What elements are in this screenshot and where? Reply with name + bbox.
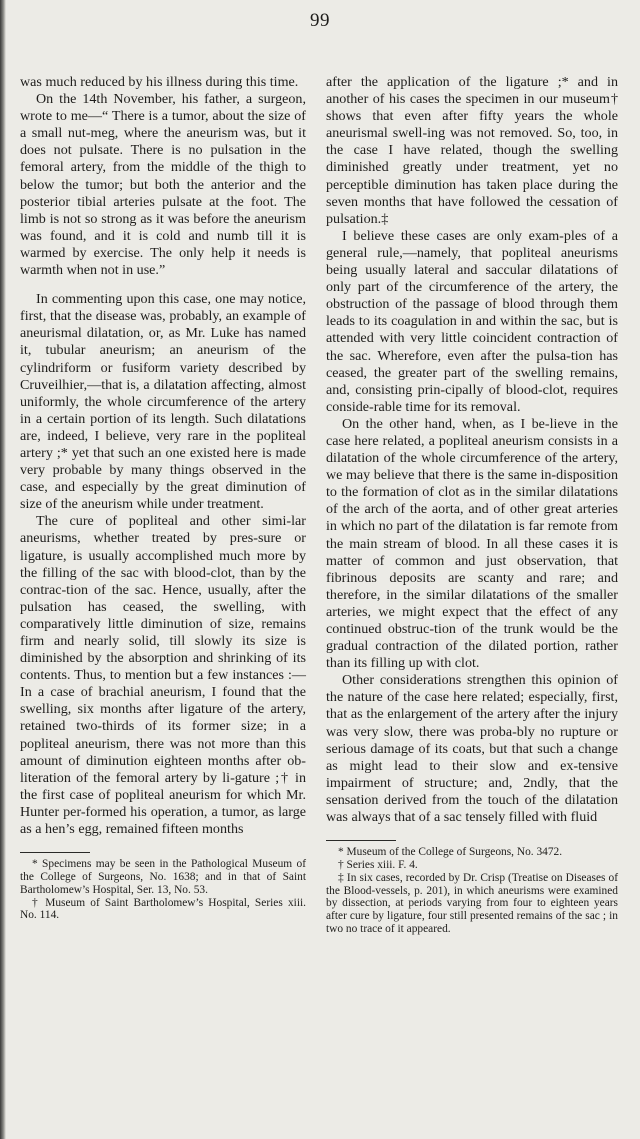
- footnote: † Museum of Saint Bartholomew’s Hospital, Series xiii. No. 114.: [20, 896, 306, 922]
- left-column: [20, 74, 306, 922]
- footnote-rule: [20, 852, 90, 853]
- footnote: * Museum of the College of Surgeons, No. 3472.: [338, 846, 563, 859]
- right-column: [326, 74, 618, 936]
- footnote: * Specimens may be seen in the Pathological Museum of the College of Surgeons, No. 1638; and in that of Saint Bartholomew’s Hospital, Ser. 13, No. 53.: [20, 858, 306, 896]
- footnote: † Series xiii. F. 4.: [338, 858, 418, 871]
- paragraph: On the 14th November, his father, a surgeon, wrote to me—“ There is a tumor, about the size of a small nut-meg, where the aneurism was, but it does not pulsate. There is no pulsation in the femoral artery, from the middle of the thigh to below the tumor; but both the anterior and the posterior tibial arteries pulsate at the foot. The limb is not so strong as it was before the aneurism was found, and it is cold and numb till it is warmed by exercise. The only help it needs is warmth when not in use.”: [20, 91, 306, 279]
- paragraph: The cure of popliteal and other simi-lar aneurisms, whether treated by pres-sure or ligature, is usually accomplished much more by the filling of the sac with blood-clot, than by the contrac-tion of the sac. Hence, usually, after the pulsation has ceased, the swelling, with comparatively little diminution of size, remains firm and nearly solid, till slowly its size is diminished by the absorption and shrinking of its contents. Thus, to mention but a few instances :— In a case of brachial aneurism, I found that the swelling, six months after ligature of the artery, retained two-thirds of its former size; in a popliteal aneurism, there was not more than this amount of diminution eighteen months after ob-literation of the femoral artery by li-gature ;† in the first case of popliteal aneurism for which Mr. Hunter per-formed his operation, a tumor, as large as a hen’s egg, remained fifteen months: [20, 513, 306, 838]
- footnote-rule: [326, 840, 396, 841]
- page-number: 99: [310, 10, 330, 31]
- paragraph: was much reduced by his illness during this time.: [20, 74, 299, 90]
- paragraph: after the application of the ligature ;* and in another of his cases the specimen in our museum† shows that even after fifty years the whole aneurismal swell-ing was not removed. So, too, in the case I have related, though the swelling diminished greatly under treatment, yet no perceptible diminution has taken place during the seven months that have followed the cessation of pulsation.‡: [326, 74, 618, 227]
- paragraph: In commenting upon this case, one may notice, first, that the disease was, probably, an example of aneurismal dilatation, or, as Mr. Luke has named it, tubular aneurism; an aneurism of the cylindriform or fusiform variety described by Cruveilhier,—that is, a dilatation affecting, almost uniformly, the whole circumference of the artery in a certain portion of its length. Such dilatations are, indeed, I believe, very rare in the popliteal artery ;* yet that such an one existed here is made very probable by many things observed in the case, and especially by the great diminution of size of the aneurism while under treatment.: [20, 291, 306, 513]
- paragraph: I believe these cases are only exam-ples of a general rule,—namely, that popliteal aneurisms being usually lateral and saccular dilatations of only part of the circumference of the artery, the obstruction of the passage of blood through them leads to its coagulation in and within the sac, but is attended with very little coincident contraction of the sac. Wherefore, even after the pulsa-tion has ceased, the greater part of the swelling remains, and, consisting prin-cipally of blood-clot, requires conside-rable time for its removal.: [326, 227, 618, 415]
- footnotes-left: [20, 858, 306, 922]
- page-binding-edge: [0, 0, 6, 1139]
- footnotes-right: [326, 846, 618, 936]
- paragraph: Other considerations strengthen this opinion of the nature of the case here related; especially, first, that as the enlargement of the artery after the injury was very slow, there was proba-bly no rupture or serious damage of its coats, but that such a change as might lead to their slow and ex-tensive impairment of structure; and, 2ndly, that the sensation derived from the touch of the dilatation was always that of a sac tensely filled with fluid: [326, 672, 618, 826]
- footnote: ‡ In six cases, recorded by Dr. Crisp (Treatise on Diseases of the Blood-vessels, p. 201), in which aneurisms were examined by dissection, at periods varying from four to eighteen years after cure by ligature, four still presented remains of the sac ; in two no trace of it appeared.: [326, 871, 618, 935]
- paragraph: On the other hand, when, as I be-lieve in the case here related, a popliteal aneurism consists in a dilatation of the whole circumference of the artery, we may believe that there is the same in-disposition to the formation of clot as in the similar dilatations of the arch of the aorta, and of other great arteries in which no part of the dilatation is far remote from the main stream of blood. In all these cases it is matter of common and just observation, that fibrinous deposits are scanty and rare; and therefore, in the similar dilatations of the smaller arteries, we might expect that the effect of any continued obstruc-tion of the trunk would be the gradual contraction of the dilated portion, rather than its filling up with clot.: [326, 415, 618, 672]
